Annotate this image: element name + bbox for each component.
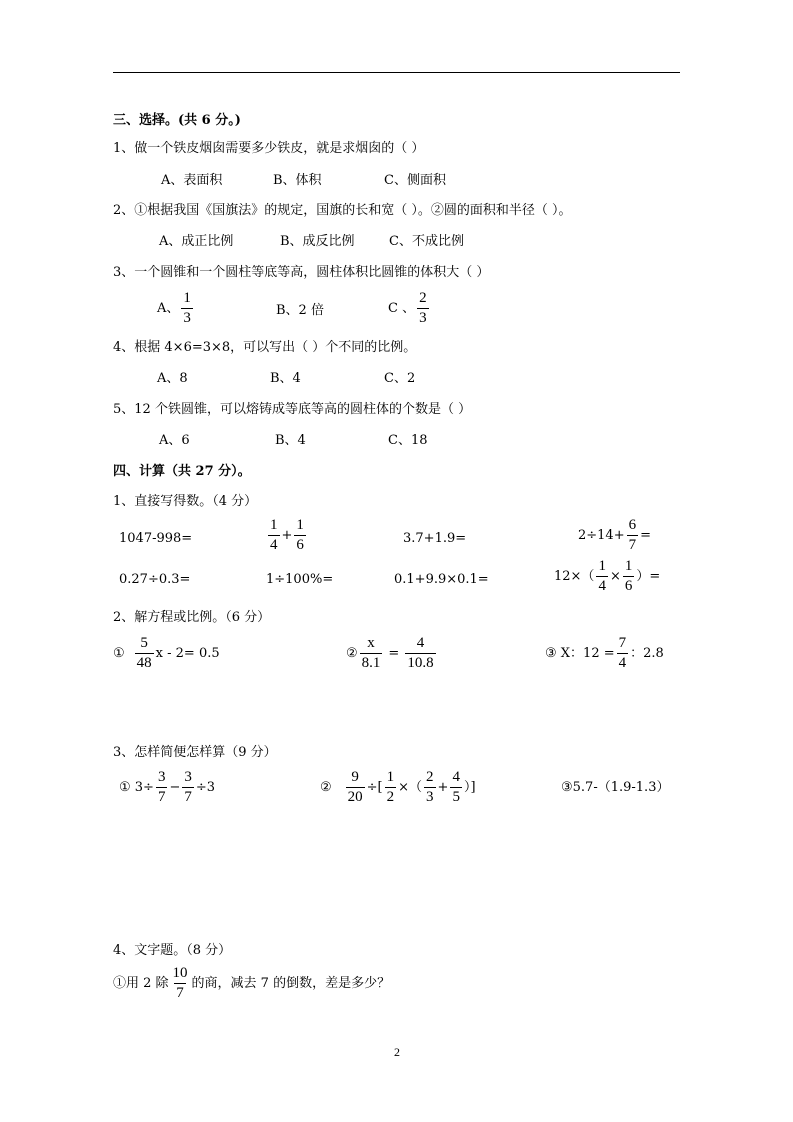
fraction-numerator: 1 xyxy=(183,290,191,306)
fraction xyxy=(623,559,635,594)
fraction-numerator: 1 xyxy=(296,517,304,533)
fraction xyxy=(424,770,436,805)
calc-fraction-sum xyxy=(266,518,308,553)
q5-option-c: C、18 xyxy=(388,433,428,448)
calc-1047-998: 1047-998= xyxy=(119,531,193,546)
q3-option-b: B、2 倍 xyxy=(276,303,324,318)
part3-title: 3、怎样简便怎样算（9 分） xyxy=(113,745,277,760)
part2-title: 2、解方程或比例。（6 分） xyxy=(113,610,271,625)
fraction-denominator: 6 xyxy=(624,578,633,594)
operator: + xyxy=(437,780,449,795)
q1-option-a: A、表面积 xyxy=(161,173,223,188)
fraction-numerator: 4 xyxy=(452,769,460,785)
expr-suffix: = xyxy=(640,528,652,543)
fraction-denominator: 2 xyxy=(386,789,395,805)
expr-prefix: ① xyxy=(113,646,125,661)
expr-prefix: ① 3÷ xyxy=(119,780,154,795)
fraction-denominator: 3 xyxy=(183,310,191,326)
fraction-numerator: 3 xyxy=(184,769,192,785)
q3-option-a xyxy=(157,291,195,326)
part4-title: 4、文字题。（8 分） xyxy=(113,943,232,958)
page-number: 2 xyxy=(394,1045,400,1059)
part1-title: 1、直接写得数。（4 分） xyxy=(113,494,258,509)
fraction-numerator: 6 xyxy=(628,517,637,533)
q4-option-a: A、8 xyxy=(157,371,188,386)
fraction-numerator: 10 xyxy=(172,965,188,981)
q1-option-b: B、体积 xyxy=(273,173,322,188)
expr-suffix: 的商，减去 7 的倒数，差是多少？ xyxy=(191,976,391,991)
fraction-denominator: 4 xyxy=(598,578,606,594)
expr-prefix: 2÷14+ xyxy=(578,528,625,543)
fraction-denominator: 4 xyxy=(270,537,278,553)
fraction-denominator: 7 xyxy=(157,789,166,805)
fraction-numerator: 3 xyxy=(157,769,166,785)
expr-prefix: ①用 2 除 xyxy=(113,976,169,991)
calc-2-div-14 xyxy=(578,518,651,553)
fraction-numerator: 4 xyxy=(416,635,425,651)
fraction xyxy=(360,636,383,671)
expr-suffix: ）= xyxy=(636,569,661,584)
q2-text: 2、①根据我国《国旗法》的规定，国旗的长和宽（ ）。②圆的面积和半径（ ）。 xyxy=(113,203,572,218)
q2-option-b: B、成反比例 xyxy=(280,234,355,249)
operator: + xyxy=(281,528,293,543)
fraction xyxy=(268,518,280,553)
simplify-1 xyxy=(119,770,215,805)
expr-suffix: ：2.8 xyxy=(630,646,664,661)
fraction xyxy=(596,559,608,594)
fraction-denominator: 20 xyxy=(347,789,363,805)
expr-suffix: x - 2= 0.5 xyxy=(155,646,220,661)
equals-sign: = xyxy=(388,646,400,661)
fraction-denominator: 10.8 xyxy=(407,655,434,671)
calc-0-27-div-0-3: 0.27÷0.3= xyxy=(119,572,191,587)
expr-prefix: ② xyxy=(320,780,332,795)
operator: ÷[ xyxy=(366,780,383,795)
section-4-title: 四、计算（共 27 分）。 xyxy=(113,464,251,479)
q3-text: 3、一个圆锥和一个圆柱等底等高，圆柱体积比圆锥的体积大（ ） xyxy=(113,265,490,280)
fraction-numerator: 1 xyxy=(270,517,278,533)
q5-text: 5、12 个铁圆锥，可以熔铸成等底等高的圆柱体的个数是（ ） xyxy=(113,402,472,417)
fraction-denominator: 4 xyxy=(618,655,627,671)
fraction-numerator: 7 xyxy=(618,635,627,651)
operator: × xyxy=(609,569,621,584)
operator: ×（ xyxy=(398,780,423,795)
q1-option-c: C、侧面积 xyxy=(384,173,446,188)
fraction-denominator: 7 xyxy=(176,985,184,1001)
fraction-numerator: 1 xyxy=(624,558,633,574)
fraction-denominator: 7 xyxy=(628,537,637,553)
fraction xyxy=(450,770,462,805)
operator: − xyxy=(169,780,181,795)
q2-option-c: C、不成比例 xyxy=(389,234,464,249)
fraction xyxy=(182,770,194,805)
fraction-numerator: 2 xyxy=(426,769,434,785)
fraction xyxy=(385,770,397,805)
fraction-denominator: 3 xyxy=(426,789,434,805)
fraction-denominator: 7 xyxy=(184,789,192,805)
calc-1-div-100-percent: 1÷100%= xyxy=(266,572,334,587)
calc-3-7-plus-1-9: 3.7+1.9= xyxy=(403,531,467,546)
fraction xyxy=(135,636,154,671)
equation-2 xyxy=(346,636,438,671)
q5-option-a: A、6 xyxy=(159,433,190,448)
q3-option-a-fraction xyxy=(181,291,193,326)
q4-text: 4、根据 4×6=3×8，可以写出（ ）个不同的比例。 xyxy=(113,340,417,355)
word-problem-1 xyxy=(113,966,390,1001)
q4-option-c: C、2 xyxy=(384,371,416,386)
equation-3 xyxy=(545,636,664,671)
fraction-numerator: 1 xyxy=(386,769,395,785)
fraction xyxy=(156,770,168,805)
fraction-denominator: 8.1 xyxy=(361,655,381,671)
equation-1 xyxy=(113,636,220,671)
fraction-numerator: 1 xyxy=(598,558,606,574)
fraction-numerator: 9 xyxy=(351,769,359,785)
calc-0-1-plus: 0.1+9.9×0.1= xyxy=(394,572,489,587)
fraction xyxy=(405,636,435,671)
simplify-2 xyxy=(320,770,476,805)
expr-prefix: ② xyxy=(346,646,358,661)
fraction xyxy=(346,770,365,805)
fraction-numerator: 5 xyxy=(140,635,148,651)
fraction-denominator: 3 xyxy=(419,310,427,326)
header-rule xyxy=(113,72,680,73)
fraction xyxy=(171,966,190,1001)
fraction xyxy=(627,518,639,553)
fraction-numerator: x xyxy=(367,635,375,651)
q4-option-b: B、4 xyxy=(270,371,301,386)
section-3-title: 三、选择。(共 6 分。) xyxy=(113,113,241,128)
q3-option-a-prefix: A、 xyxy=(157,301,180,316)
simplify-3: ③5.7-（1.9-1.3） xyxy=(561,780,670,795)
q5-option-b: B、4 xyxy=(275,433,306,448)
expr-suffix: ÷3 xyxy=(195,780,216,795)
fraction xyxy=(617,636,629,671)
fraction-denominator: 48 xyxy=(136,655,152,671)
q3-option-c-fraction xyxy=(417,291,429,326)
calc-12-times xyxy=(554,559,660,594)
fraction-denominator: 5 xyxy=(452,789,460,805)
fraction-numerator: 2 xyxy=(419,290,427,306)
fraction-denominator: 6 xyxy=(296,537,304,553)
q3-option-c-prefix: C 、 xyxy=(388,301,416,316)
expr-prefix: ③ X：12 = xyxy=(545,646,615,661)
q3-option-c xyxy=(388,291,431,326)
fraction xyxy=(294,518,306,553)
expr-suffix: ）] xyxy=(463,780,476,795)
expr-prefix: 12×（ xyxy=(554,569,595,584)
q1-text: 1、做一个铁皮烟囱需要多少铁皮，就是求烟囱的（ ） xyxy=(113,141,425,156)
q2-option-a: A、成正比例 xyxy=(159,234,234,249)
